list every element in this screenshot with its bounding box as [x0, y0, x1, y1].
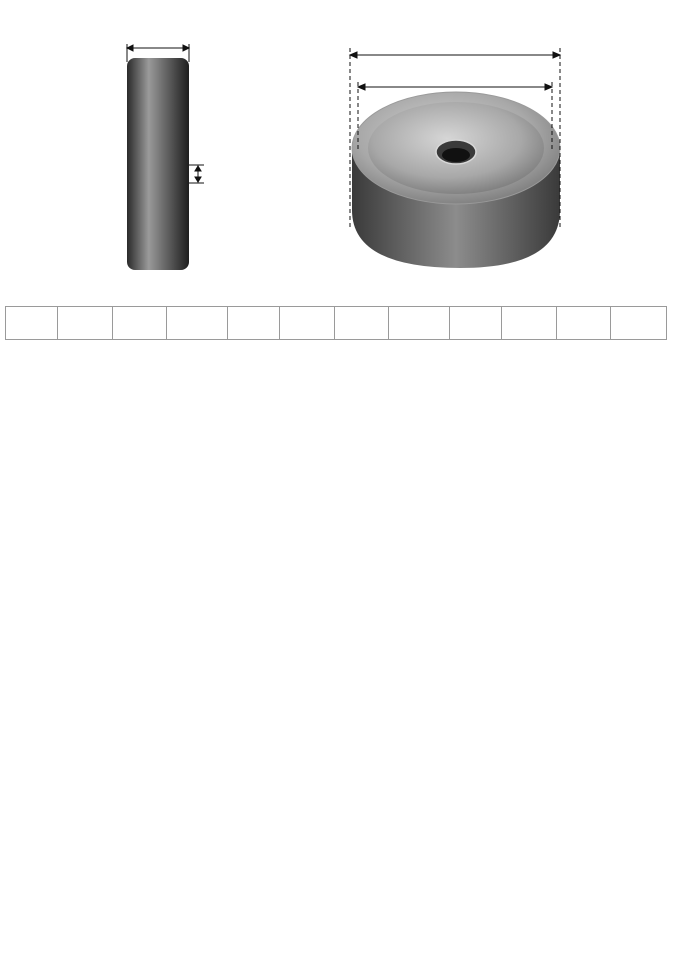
gear-illustration: [0, 0, 679, 300]
gear-side-view: [127, 58, 189, 270]
gear-perspective-view: [352, 92, 560, 268]
header-b: [611, 307, 667, 340]
header-a: [58, 307, 113, 340]
header-b: [389, 307, 450, 340]
gear-spec-table: [5, 306, 667, 340]
table-header-row: [6, 307, 667, 340]
notes-section: [13, 788, 673, 798]
header-b: [167, 307, 228, 340]
header-process-hole: [557, 307, 611, 340]
pitch-dimension: [189, 165, 204, 183]
header-teeth: [450, 307, 502, 340]
header-a: [280, 307, 335, 340]
header-teeth: [6, 307, 58, 340]
header-process-hole: [113, 307, 167, 340]
header-teeth: [228, 307, 280, 340]
header-process-hole: [335, 307, 389, 340]
header-a: [502, 307, 557, 340]
